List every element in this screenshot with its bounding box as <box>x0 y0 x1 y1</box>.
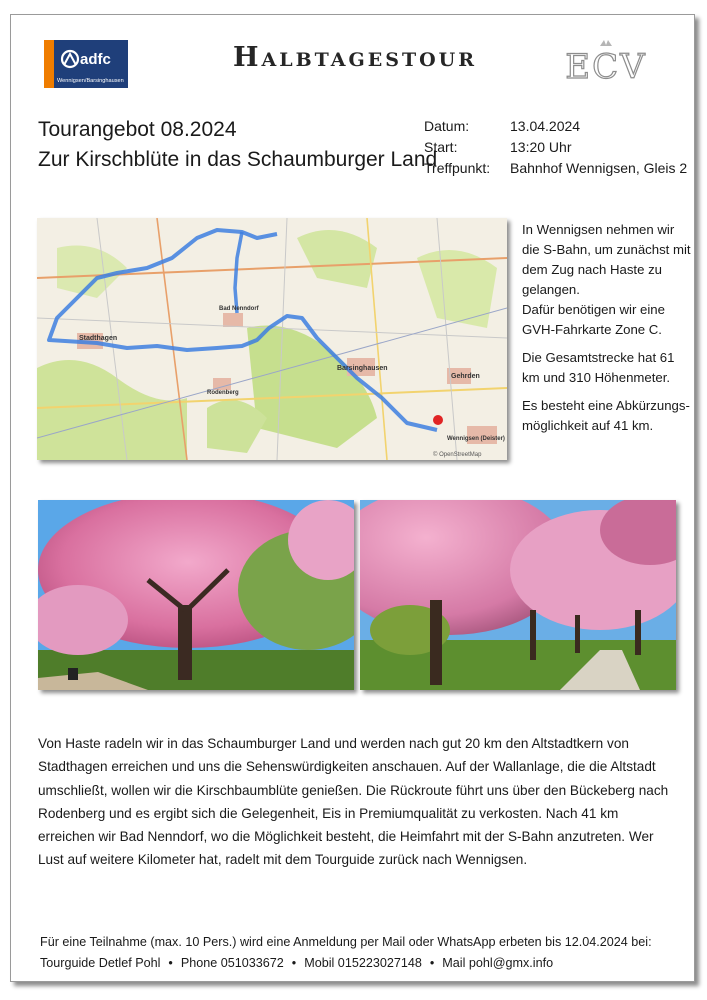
start-marker-icon <box>433 415 443 425</box>
tour-title: Zur Kirschblüte in das Schaumburger Land <box>38 148 438 171</box>
separator-dot-icon: • <box>429 956 435 970</box>
registration-note: Für eine Teilnahme (max. 10 Pers.) wird eine Anmeldung per Mail oder WhatsApp erbeten bis 12.04.2024 bei: <box>40 935 652 949</box>
fact-label: Start: <box>424 139 458 155</box>
page-title: Halbtagestour <box>233 42 477 73</box>
cherry-blossom-photo-1 <box>38 500 354 690</box>
ecv-logo-text: ECV <box>565 47 647 84</box>
fact-start <box>424 137 687 158</box>
tour-facts <box>424 116 687 179</box>
phone-number: Phone 051033672 <box>180 956 284 970</box>
side-info-paragraph <box>522 220 694 340</box>
adfc-logo-subtext: Wennigsen/Barsinghausen <box>57 78 124 84</box>
separator-dot-icon: • <box>168 956 173 970</box>
tour-description: Von Haste radeln wir in das Schaumburger Land und werden nach gut 20 km den Altstadtkern von Stadthagen erreichen und uns die Sehenswürdigkeiten anschauen. Auf der Wallanlage, die die Altstadt umschließt, wollen wir die Kirschbaumblüte genießen. Die Rückroute führt uns über den Bückeberg nach Rodenberg und es ergibt sich die Gelegenheit, Eis in Premiumqualität zu verkosten. Nach 41 km erreichen wir Bad Nenndorf, wo die Möglichkeit besteht, die Heimfahrt mit der S-Bahn anzutreten. Wer Lust auf weitere Kilometer hat, radelt mit dem Tourguide zurück nach Wennigsen. <box>38 736 669 868</box>
map-label-barsinghausen: Barsinghausen <box>337 365 388 372</box>
fact-value: 13.04.2024 <box>510 118 581 134</box>
tour-guide: Tourguide Detlef Pohl <box>40 956 161 970</box>
cherry-blossom-photo-2 <box>360 500 676 690</box>
adfc-logo <box>44 40 128 88</box>
map-label-rodenberg: Rodenberg <box>207 390 239 396</box>
ecv-logo <box>560 38 652 84</box>
side-info-text: Dafür benötigen wir eine GVH-Fahrkarte Zone C. <box>522 302 665 337</box>
email-address[interactable]: Mail pohl@gmx.info <box>442 956 554 970</box>
side-info-text: In Wennigsen nehmen wir die S-Bahn, um zunächst mit dem Zug nach Haste zu gelangen. <box>522 222 691 297</box>
mobile-number: Mobil 015223027148 <box>304 956 422 970</box>
map-label-stadthagen: Stadthagen <box>79 335 118 342</box>
side-info-paragraph: Die Gesamtstrecke hat 61 km und 310 Höhenmeter. <box>522 350 675 385</box>
side-info <box>522 220 694 444</box>
fact-value: 13:20 Uhr <box>510 139 572 155</box>
route-map <box>37 218 507 460</box>
fact-meeting-point <box>424 158 687 179</box>
adfc-logo-text: adfc <box>80 51 111 68</box>
map-label-gehrden: Gehrden <box>451 373 480 380</box>
contact-line <box>40 953 680 974</box>
tour-offer-number: Tourangebot 08.2024 <box>38 118 237 141</box>
fact-label: Treffpunkt: <box>424 160 491 176</box>
map-label-wennigsen: Wennigsen (Deister) <box>447 436 505 442</box>
fact-date <box>424 116 687 137</box>
map-credit: © OpenStreetMap <box>433 452 482 458</box>
footer <box>40 932 680 974</box>
side-info-paragraph: Es besteht eine Abkürzungs-möglichkeit auf 41 km. <box>522 398 690 433</box>
separator-dot-icon: • <box>291 956 297 970</box>
map-label-bad-nenndorf: Bad Nenndorf <box>219 306 259 312</box>
fact-label: Datum: <box>424 118 470 134</box>
fact-value: Bahnhof Wennigsen, Gleis 2 <box>510 160 688 176</box>
